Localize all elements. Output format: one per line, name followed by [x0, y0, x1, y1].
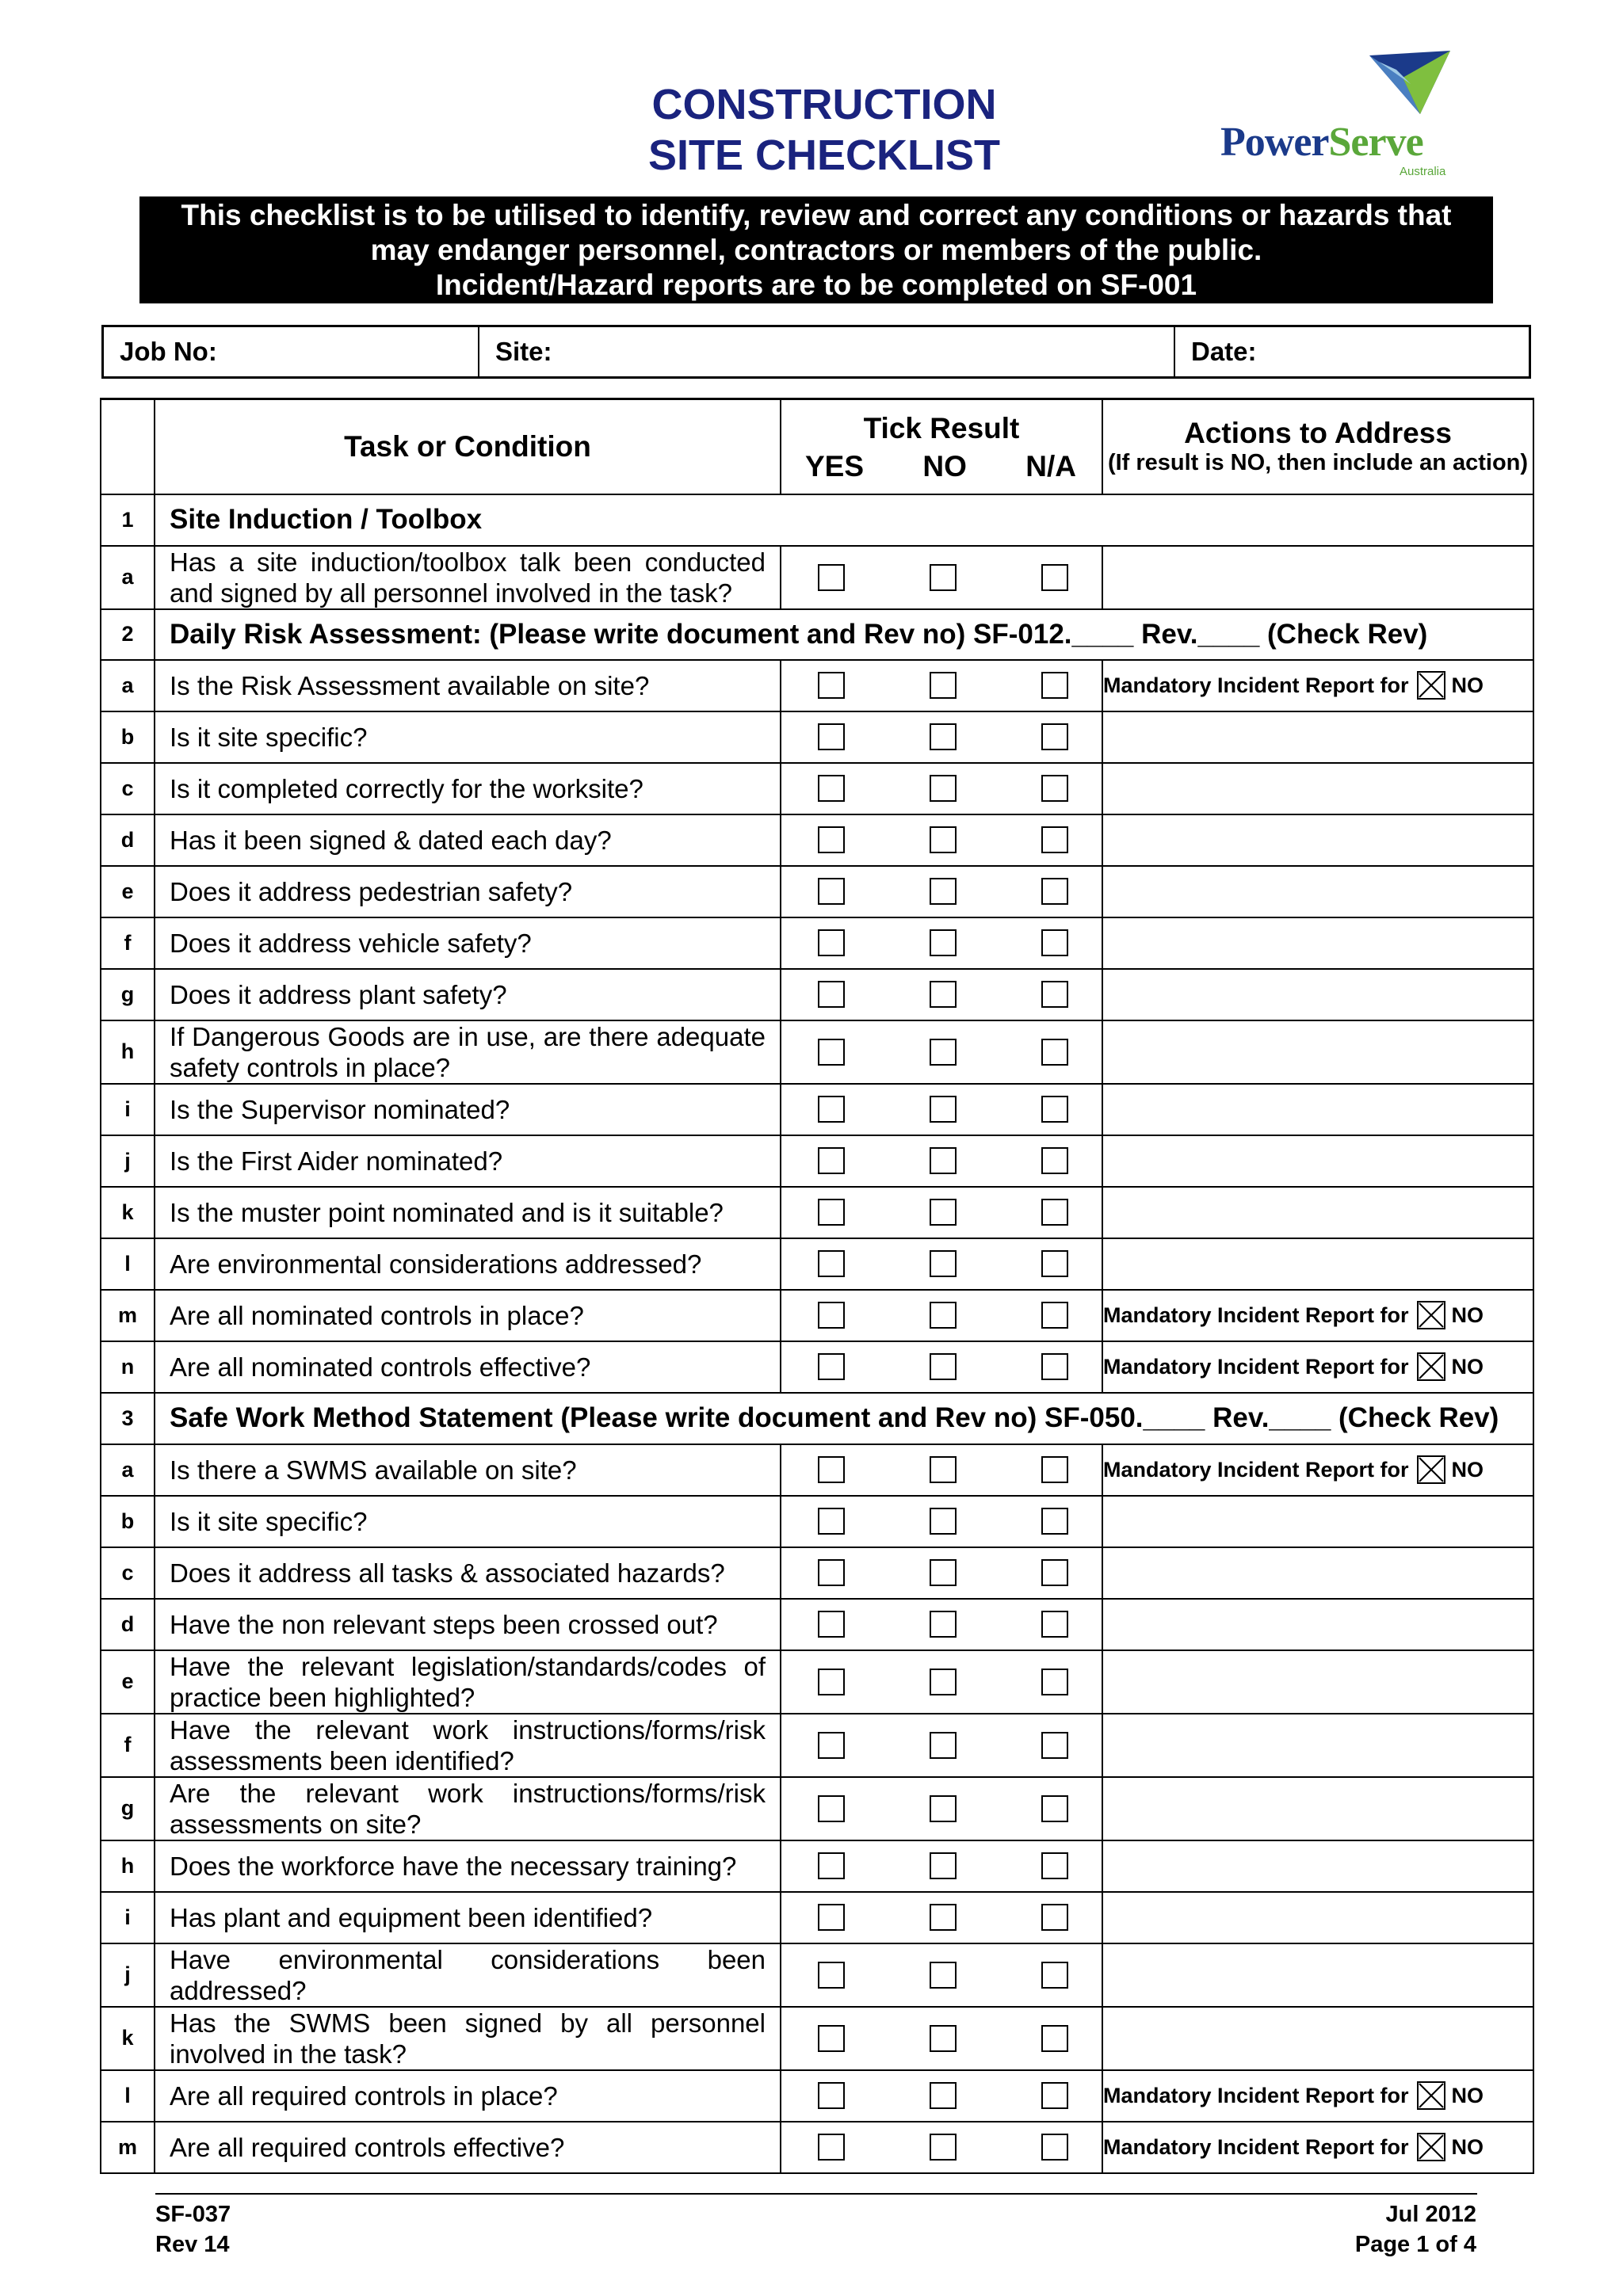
action-cell[interactable]	[1102, 1892, 1533, 1943]
tick-box-na[interactable]	[1041, 1039, 1068, 1066]
tick-box-yes[interactable]	[818, 1508, 845, 1535]
tick-box-yes[interactable]	[818, 1250, 845, 1277]
header-no: NO	[922, 449, 967, 482]
footer-divider	[155, 2193, 1477, 2195]
action-cell[interactable]	[1102, 660, 1533, 711]
tick-box-yes[interactable]	[818, 775, 845, 802]
table-row	[101, 1840, 1533, 1892]
tick-box-yes[interactable]	[818, 981, 845, 1008]
table-row	[101, 763, 1533, 814]
table-row	[101, 814, 1533, 866]
tick-cell	[781, 660, 1102, 711]
tick-box-na[interactable]	[1041, 1611, 1068, 1638]
banner-line-3: Incident/Hazard reports are to be completed on SF-001	[435, 269, 1197, 301]
tick-box-na[interactable]	[1041, 1732, 1068, 1759]
tick-box-na[interactable]	[1041, 2082, 1068, 2109]
tick-box-no[interactable]	[930, 929, 957, 956]
table-row	[101, 1714, 1533, 1777]
tick-box-no[interactable]	[930, 1353, 957, 1380]
table-row	[101, 1777, 1533, 1840]
tick-box-yes[interactable]	[818, 2134, 845, 2161]
row-number: j	[101, 1135, 155, 1187]
table-row	[101, 1650, 1533, 1714]
document-title	[555, 79, 1094, 181]
row-number: f	[101, 917, 155, 969]
action-cell[interactable]	[1102, 546, 1533, 609]
checked-x-box-icon	[1417, 2133, 1445, 2161]
tick-box-no[interactable]	[930, 1199, 957, 1226]
task-text: Are all nominated controls effective?	[155, 1341, 781, 1393]
table-row	[101, 1892, 1533, 1943]
tick-box-yes[interactable]	[818, 564, 845, 591]
tick-cell	[781, 763, 1102, 814]
tick-cell	[781, 814, 1102, 866]
row-number: c	[101, 763, 155, 814]
table-row	[101, 2122, 1533, 2173]
tick-cell	[781, 917, 1102, 969]
tick-box-yes[interactable]	[818, 1039, 845, 1066]
mandatory-report-label: Mandatory Incident Report for	[1103, 1302, 1409, 1327]
table-row	[101, 1084, 1533, 1135]
section-row	[101, 494, 1533, 546]
tick-cell	[781, 1777, 1102, 1840]
mandatory-report-label: Mandatory Incident Report for	[1103, 673, 1409, 697]
table-row	[101, 660, 1533, 711]
tick-box-na[interactable]	[1041, 775, 1068, 802]
task-text: Have the relevant work instructions/forms/risk assessments been identified?	[155, 1714, 781, 1777]
row-number: n	[101, 1341, 155, 1393]
tick-box-no[interactable]	[930, 2025, 957, 2052]
task-text: Are the relevant work instructions/forms/risk assessments on site?	[155, 1777, 781, 1840]
tick-cell	[781, 1943, 1102, 2007]
logo-word-power: Power	[1220, 120, 1329, 165]
table-row	[101, 1135, 1533, 1187]
table-row	[101, 1444, 1533, 1496]
row-number: k	[101, 2007, 155, 2070]
table-row	[101, 1187, 1533, 1238]
tick-box-yes[interactable]	[818, 1199, 845, 1226]
row-number: e	[101, 866, 155, 917]
header-na: N/A	[1025, 449, 1076, 482]
action-cell[interactable]	[1102, 1496, 1533, 1547]
tick-box-na[interactable]	[1041, 826, 1068, 853]
mandatory-report-no: NO	[1451, 1354, 1484, 1379]
tick-box-yes[interactable]	[818, 929, 845, 956]
tick-box-yes[interactable]	[818, 1559, 845, 1586]
task-text: Is it site specific?	[155, 1496, 781, 1547]
task-text: Are all required controls in place?	[155, 2070, 781, 2122]
mandatory-report-no: NO	[1451, 1457, 1484, 1482]
logo-wordmark	[1220, 119, 1423, 166]
tick-box-no[interactable]	[930, 672, 957, 699]
tick-box-na[interactable]	[1041, 1353, 1068, 1380]
task-text: Have environmental considerations been addressed?	[155, 1943, 781, 2007]
tick-box-na[interactable]	[1041, 672, 1068, 699]
tick-box-yes[interactable]	[818, 2025, 845, 2052]
action-cell[interactable]	[1102, 814, 1533, 866]
tick-box-na[interactable]	[1041, 1669, 1068, 1695]
row-number: d	[101, 814, 155, 866]
tick-box-na[interactable]	[1041, 1096, 1068, 1123]
task-text: Is there a SWMS available on site?	[155, 1444, 781, 1496]
tick-box-no[interactable]	[930, 2082, 957, 2109]
tick-cell	[781, 866, 1102, 917]
checked-x-box-icon	[1417, 1455, 1445, 1484]
tick-box-na[interactable]	[1041, 723, 1068, 750]
tick-cell	[781, 1187, 1102, 1238]
tick-cell	[781, 969, 1102, 1020]
action-cell[interactable]	[1102, 1135, 1533, 1187]
task-text: Has the SWMS been signed by all personnel involved in the task?	[155, 2007, 781, 2070]
tick-box-no[interactable]	[930, 1147, 957, 1174]
tick-box-no[interactable]	[930, 564, 957, 591]
table-row	[101, 1020, 1533, 1084]
tick-box-na[interactable]	[1041, 929, 1068, 956]
action-cell[interactable]	[1102, 1084, 1533, 1135]
tick-box-no[interactable]	[930, 1250, 957, 1277]
tick-box-no[interactable]	[930, 723, 957, 750]
action-cell[interactable]	[1102, 2070, 1533, 2122]
checklist-table	[100, 398, 1534, 2174]
action-cell[interactable]	[1102, 2122, 1533, 2173]
action-cell[interactable]	[1102, 1238, 1533, 1290]
task-text: Are all required controls effective?	[155, 2122, 781, 2173]
logo-word-serve: Serve	[1328, 120, 1423, 165]
mandatory-report-no: NO	[1451, 2134, 1484, 2159]
checked-x-box-icon	[1417, 1352, 1445, 1381]
row-number: a	[101, 660, 155, 711]
tick-box-na[interactable]	[1041, 1250, 1068, 1277]
task-text: Is it completed correctly for the worksite?	[155, 763, 781, 814]
tick-cell	[781, 2070, 1102, 2122]
row-number: 1	[101, 494, 155, 546]
tick-box-na[interactable]	[1041, 1962, 1068, 1989]
tick-box-no[interactable]	[930, 1302, 957, 1329]
site-field[interactable]: Site:	[479, 327, 1175, 376]
tick-box-yes[interactable]	[818, 1795, 845, 1822]
tick-cell	[781, 1020, 1102, 1084]
tick-box-na[interactable]	[1041, 1559, 1068, 1586]
task-text: Does it address pedestrian safety?	[155, 866, 781, 917]
table-row	[101, 969, 1533, 1020]
table-row	[101, 917, 1533, 969]
task-text: Has plant and equipment been identified?	[155, 1892, 781, 1943]
tick-box-no[interactable]	[930, 1096, 957, 1123]
table-row	[101, 1341, 1533, 1393]
tick-box-yes[interactable]	[818, 2082, 845, 2109]
tick-box-yes[interactable]	[818, 1962, 845, 1989]
tick-box-no[interactable]	[930, 1611, 957, 1638]
tick-box-yes[interactable]	[818, 1456, 845, 1483]
row-number: h	[101, 1840, 155, 1892]
tick-box-na[interactable]	[1041, 1199, 1068, 1226]
action-cell[interactable]	[1102, 1777, 1533, 1840]
title-line-1: CONSTRUCTION	[651, 81, 997, 128]
task-text: If Dangerous Goods are in use, are there adequate safety controls in place?	[155, 1020, 781, 1084]
row-number: g	[101, 969, 155, 1020]
tick-box-yes[interactable]	[818, 1353, 845, 1380]
header-tick-result	[781, 399, 1102, 494]
header-tick-title: Tick Result	[863, 411, 1020, 444]
tick-cell	[781, 1599, 1102, 1650]
tick-cell	[781, 1840, 1102, 1892]
tick-box-no[interactable]	[930, 1852, 957, 1879]
task-text: Has it been signed & dated each day?	[155, 814, 781, 866]
table-row	[101, 1547, 1533, 1599]
action-cell[interactable]	[1102, 1020, 1533, 1084]
checked-x-box-icon	[1417, 1301, 1445, 1329]
logo-subtitle: Australia	[1400, 165, 1446, 178]
tick-box-no[interactable]	[930, 1508, 957, 1535]
tick-cell	[781, 1892, 1102, 1943]
table-row	[101, 1599, 1533, 1650]
tick-box-no[interactable]	[930, 775, 957, 802]
tick-box-no[interactable]	[930, 1795, 957, 1822]
row-number: f	[101, 1714, 155, 1777]
task-text: Has a site induction/toolbox talk been conducted and signed by all personnel involved in the task?	[155, 546, 781, 609]
table-row	[101, 2007, 1533, 2070]
tick-box-yes[interactable]	[818, 1904, 845, 1931]
date-field[interactable]: Date:	[1191, 337, 1257, 366]
row-number: k	[101, 1187, 155, 1238]
task-text: Have the relevant legislation/standards/codes of practice been highlighted?	[155, 1650, 781, 1714]
tick-box-yes[interactable]	[818, 1852, 845, 1879]
row-number: j	[101, 1943, 155, 2007]
tick-cell	[781, 1714, 1102, 1777]
tick-box-na[interactable]	[1041, 1852, 1068, 1879]
footer-form-number: SF-037	[155, 2202, 231, 2227]
action-cell[interactable]	[1102, 763, 1533, 814]
tick-box-na[interactable]	[1041, 981, 1068, 1008]
action-cell[interactable]	[1102, 1650, 1533, 1714]
tick-box-na[interactable]	[1041, 1147, 1068, 1174]
title-line-2: SITE CHECKLIST	[647, 132, 1001, 179]
tick-box-na[interactable]	[1041, 1508, 1068, 1535]
powerserve-wing-logo-icon	[1212, 46, 1474, 125]
tick-cell	[781, 1084, 1102, 1135]
tick-cell	[781, 2007, 1102, 2070]
task-text: Is it site specific?	[155, 711, 781, 763]
tick-box-no[interactable]	[930, 826, 957, 853]
tick-box-yes[interactable]	[818, 878, 845, 905]
tick-box-na[interactable]	[1041, 1302, 1068, 1329]
table-row	[101, 711, 1533, 763]
action-cell[interactable]	[1102, 866, 1533, 917]
table-header-row	[101, 399, 1533, 494]
header-yes: YES	[805, 449, 865, 482]
tick-box-yes[interactable]	[818, 1147, 845, 1174]
tick-cell	[781, 546, 1102, 609]
row-number: h	[101, 1020, 155, 1084]
tick-box-no[interactable]	[930, 1559, 957, 1586]
tick-cell	[781, 711, 1102, 763]
header-number-cell	[101, 399, 155, 494]
header-actions-note: (If result is NO, then include an action)	[1107, 449, 1529, 475]
tick-box-no[interactable]	[930, 1904, 957, 1931]
job-info-bar	[101, 325, 1531, 379]
section-title: Daily Risk Assessment: (Please write document and Rev no) SF-012.____ Rev.____ (Check Rev)	[155, 609, 1533, 660]
row-number: 2	[101, 609, 155, 660]
tick-cell	[781, 1341, 1102, 1393]
banner-line-1: This checklist is to be utilised to identify, review and correct any conditions or hazards that	[181, 199, 1452, 231]
task-text: Does it address plant safety?	[155, 969, 781, 1020]
row-number: l	[101, 2070, 155, 2122]
task-text: Does it address vehicle safety?	[155, 917, 781, 969]
header-task: Task or Condition	[155, 399, 781, 494]
tick-box-yes[interactable]	[818, 723, 845, 750]
tick-box-na[interactable]	[1041, 1795, 1068, 1822]
row-number: 3	[101, 1393, 155, 1444]
tick-box-na[interactable]	[1041, 1904, 1068, 1931]
table-row	[101, 866, 1533, 917]
tick-box-na[interactable]	[1041, 564, 1068, 591]
instruction-banner	[139, 196, 1493, 303]
action-cell[interactable]	[1102, 1341, 1533, 1393]
tick-cell	[781, 1547, 1102, 1599]
row-number: c	[101, 1547, 155, 1599]
tick-cell	[781, 1650, 1102, 1714]
action-cell[interactable]	[1102, 1714, 1533, 1777]
mandatory-report-no: NO	[1451, 2083, 1484, 2107]
mandatory-report-no: NO	[1451, 1302, 1484, 1327]
tick-cell	[781, 1444, 1102, 1496]
action-cell[interactable]	[1102, 2007, 1533, 2070]
footer-page-number: Page 1 of 4	[1354, 2232, 1476, 2257]
checked-x-box-icon	[1417, 2081, 1445, 2110]
task-text: Have the non relevant steps been crossed out?	[155, 1599, 781, 1650]
action-cell[interactable]	[1102, 711, 1533, 763]
table-row	[101, 2070, 1533, 2122]
tick-box-na[interactable]	[1041, 2025, 1068, 2052]
tick-box-no[interactable]	[930, 1962, 957, 1989]
action-cell[interactable]	[1102, 969, 1533, 1020]
tick-box-yes[interactable]	[818, 1611, 845, 1638]
tick-cell	[781, 1238, 1102, 1290]
tick-box-yes[interactable]	[818, 1096, 845, 1123]
mandatory-report-label: Mandatory Incident Report for	[1103, 2083, 1409, 2107]
footer-left	[155, 2199, 231, 2260]
row-number: e	[101, 1650, 155, 1714]
job-no-field[interactable]: Job No:	[104, 327, 479, 376]
task-text: Is the Risk Assessment available on site?	[155, 660, 781, 711]
tick-box-no[interactable]	[930, 1039, 957, 1066]
checked-x-box-icon	[1417, 671, 1445, 700]
header-actions	[1102, 399, 1533, 494]
table-row	[101, 1496, 1533, 1547]
footer-revision: Rev 14	[155, 2232, 230, 2257]
task-text: Are environmental considerations addressed?	[155, 1238, 781, 1290]
task-text: Does the workforce have the necessary training?	[155, 1840, 781, 1892]
action-cell[interactable]	[1102, 1943, 1533, 2007]
mandatory-report-label: Mandatory Incident Report for	[1103, 1457, 1409, 1482]
tick-box-yes[interactable]	[818, 672, 845, 699]
section-title: Safe Work Method Statement (Please write document and Rev no) SF-050.____ Rev.____ (Check Rev)	[155, 1393, 1533, 1444]
tick-box-no[interactable]	[930, 981, 957, 1008]
row-number: l	[101, 1238, 155, 1290]
section-title: Site Induction / Toolbox	[155, 494, 1533, 546]
action-cell[interactable]	[1102, 1444, 1533, 1496]
action-cell[interactable]	[1102, 1187, 1533, 1238]
task-text: Is the Supervisor nominated?	[155, 1084, 781, 1135]
row-number: a	[101, 546, 155, 609]
row-number: m	[101, 2122, 155, 2173]
task-text: Is the First Aider nominated?	[155, 1135, 781, 1187]
tick-box-na[interactable]	[1041, 878, 1068, 905]
tick-box-yes[interactable]	[818, 826, 845, 853]
table-row	[101, 1943, 1533, 2007]
tick-box-yes[interactable]	[818, 1669, 845, 1695]
tick-box-na[interactable]	[1041, 1456, 1068, 1483]
table-row	[101, 546, 1533, 609]
mandatory-report-label: Mandatory Incident Report for	[1103, 2134, 1409, 2159]
row-number: i	[101, 1892, 155, 1943]
action-cell[interactable]	[1102, 917, 1533, 969]
tick-box-no[interactable]	[930, 878, 957, 905]
action-cell[interactable]	[1102, 1599, 1533, 1650]
row-number: d	[101, 1599, 155, 1650]
row-number: g	[101, 1777, 155, 1840]
tick-cell	[781, 1135, 1102, 1187]
row-number: i	[101, 1084, 155, 1135]
header-actions-title: Actions to Address	[1184, 416, 1452, 449]
section-row	[101, 609, 1533, 660]
tick-box-yes[interactable]	[818, 1732, 845, 1759]
banner-line-2: may endanger personnel, contractors or members of the public.	[370, 234, 1262, 266]
row-number: b	[101, 1496, 155, 1547]
mandatory-report-no: NO	[1451, 673, 1484, 697]
tick-cell	[781, 1496, 1102, 1547]
table-row	[101, 1238, 1533, 1290]
company-logo	[1212, 46, 1474, 181]
footer-date: Jul 2012	[1385, 2202, 1476, 2227]
tick-box-no[interactable]	[930, 1669, 957, 1695]
row-number: b	[101, 711, 155, 763]
action-cell[interactable]	[1102, 1290, 1533, 1341]
action-cell[interactable]	[1102, 1547, 1533, 1599]
task-text: Are all nominated controls in place?	[155, 1290, 781, 1341]
section-row	[101, 1393, 1533, 1444]
row-number: m	[101, 1290, 155, 1341]
row-number: a	[101, 1444, 155, 1496]
table-row	[101, 1290, 1533, 1341]
tick-box-na[interactable]	[1041, 2134, 1068, 2161]
tick-cell	[781, 2122, 1102, 2173]
tick-box-no[interactable]	[930, 1732, 957, 1759]
tick-box-no[interactable]	[930, 1456, 957, 1483]
tick-box-yes[interactable]	[818, 1302, 845, 1329]
mandatory-report-label: Mandatory Incident Report for	[1103, 1354, 1409, 1379]
footer-right	[1355, 2199, 1476, 2260]
action-cell[interactable]	[1102, 1840, 1533, 1892]
task-text: Does it address all tasks & associated hazards?	[155, 1547, 781, 1599]
tick-cell	[781, 1290, 1102, 1341]
tick-box-no[interactable]	[930, 2134, 957, 2161]
task-text: Is the muster point nominated and is it suitable?	[155, 1187, 781, 1238]
